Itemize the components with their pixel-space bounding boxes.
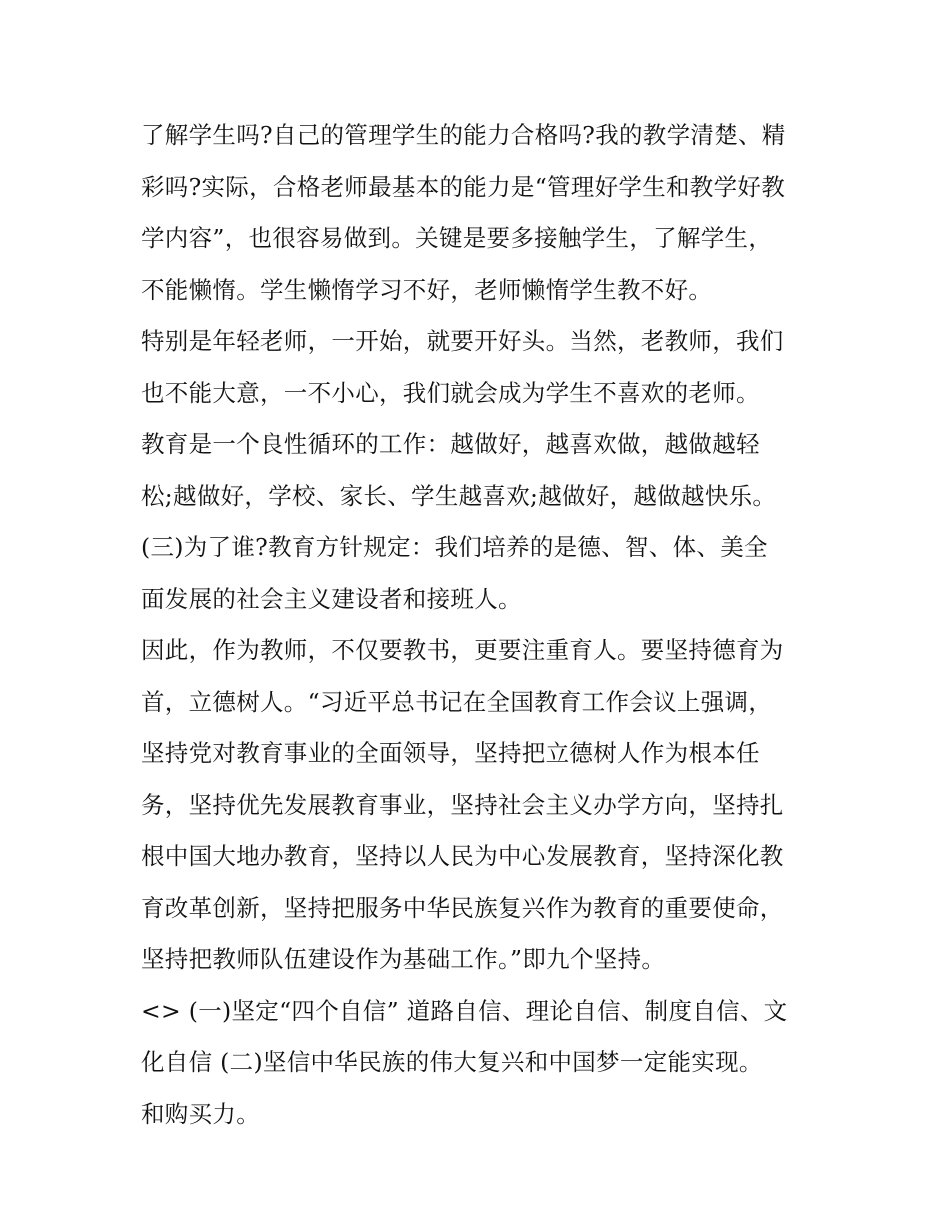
text-line: 首，立德树人。“习近平总书记在全国教育工作会议上强调， (141, 687, 773, 716)
text-line: 了解学生吗?自己的管理学生的能力合格吗?我的教学清楚、精 (141, 121, 786, 149)
text-line: 坚持把教师队伍建设作为基础工作。”即九个坚持。 (141, 945, 666, 973)
text-line: 和购买力。 (141, 1099, 260, 1128)
body-text (141, 110, 831, 1140)
text-line: 松;越做好，学校、家长、学生越喜欢;越做好，越做越快乐。 (141, 481, 777, 510)
text-line: 不能懒惰。学生懒惰学习不好，老师懒惰学生教不好。 (141, 275, 713, 304)
text-line: 面发展的社会主义建设者和接班人。 (141, 584, 522, 613)
text-line: 学内容”，也很容易做到。关键是要多接触学生，了解学生， (141, 224, 773, 252)
text-line: 育改革创新，坚持把服务中华民族复兴作为教育的重要使命， (141, 893, 784, 922)
text-line: 务，坚持优先发展教育事业，坚持社会主义办学方向，坚持扎 (141, 790, 784, 819)
text-line: 因此，作为教师，不仅要教书，更要注重育人。要坚持德育为 (141, 636, 784, 664)
text-line: 也不能大意，一不小心，我们就会成为学生不喜欢的老师。 (141, 378, 760, 407)
text-line: 坚持党对教育事业的全面领导，坚持把立德树人作为根本任 (141, 739, 760, 767)
text-line: 教育是一个良性循环的工作：越做好，越喜欢做，越做越轻 (141, 430, 760, 458)
text-line: (三)为了谁?教育方针规定：我们培养的是德、智、体、美全 (141, 533, 768, 561)
text-line: 彩吗?实际，合格老师最基本的能力是“管理好学生和教学好教 (141, 172, 786, 201)
text-line: 根中国大地办教育，坚持以人民为中心发展教育，坚持深化教 (141, 842, 784, 870)
text-line: 特别是年轻老师，一开始，就要开好头。当然，老教师，我们 (141, 327, 784, 355)
text-line: 化自信 (二)坚信中华民族的伟大复兴和中国梦一定能实现。 (141, 1048, 763, 1076)
text-line: <> (一)坚定“四个自信” 道路自信、理论自信、制度自信、文 (141, 996, 788, 1025)
